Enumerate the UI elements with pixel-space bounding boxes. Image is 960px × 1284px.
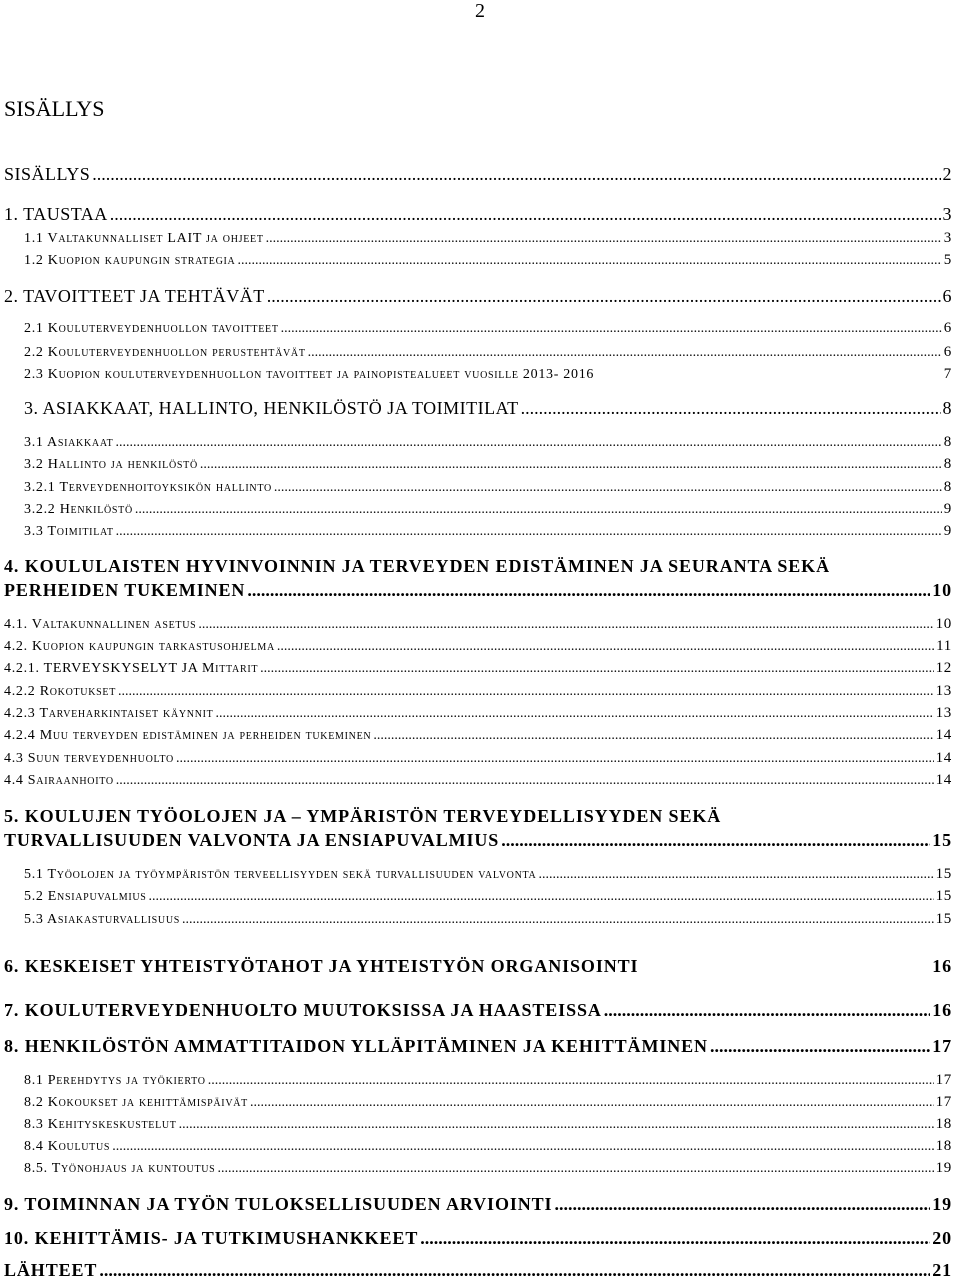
toc-leader <box>260 661 933 677</box>
toc-entry[interactable] <box>4 1036 952 1058</box>
toc-leader <box>116 773 934 789</box>
toc-entry-title: LÄHTEET <box>4 1260 98 1280</box>
toc-entry[interactable] <box>24 1072 952 1090</box>
toc-leader <box>521 398 941 419</box>
toc-entry-title: 8.1 Perehdytys ja työkierto <box>24 1073 206 1088</box>
toc-leader <box>182 912 934 928</box>
toc-entry[interactable] <box>4 1228 952 1250</box>
toc-entry-page: 17 <box>935 1094 952 1110</box>
toc-entry[interactable] <box>24 366 952 384</box>
toc-entry[interactable] <box>4 727 952 745</box>
toc-leader <box>118 684 934 700</box>
toc-entry[interactable] <box>24 320 952 338</box>
toc-entry-page: 20 <box>932 1228 952 1248</box>
toc-entry-title: 5.2 Ensiapuvalmius <box>24 889 147 904</box>
toc-entry[interactable] <box>24 398 952 420</box>
page-number: 2 <box>475 0 485 22</box>
toc-entry[interactable] <box>4 772 952 790</box>
toc-entry-page: 19 <box>932 1194 952 1214</box>
toc-entry-title: 2.3 Kuopion kouluterveydenhuollon tavoitteet ja painopistealueet vuosille 2013- 2016 <box>24 367 595 382</box>
toc-entry-title: 6. KESKEISET YHTEISTYÖTAHOT JA YHTEISTYÖN ORGANISOINTI <box>4 956 639 976</box>
toc-entry-title: 1.2 Kuopion kaupungin strategia <box>24 253 236 268</box>
toc-entry[interactable] <box>4 1194 952 1216</box>
toc-entry[interactable] <box>4 683 952 701</box>
toc-entry-title: 5.1 Työolojen ja työympäristön terveellisyyden sekä turvallisuuden valvonta <box>24 867 537 882</box>
toc-leader <box>501 830 930 851</box>
toc-entry[interactable] <box>24 1138 952 1156</box>
toc-entry[interactable] <box>24 456 952 474</box>
toc-entry-page: 11 <box>936 638 952 654</box>
toc-entry-page: 19 <box>935 1160 952 1176</box>
toc-entry-title: 3.3 Toimitilat <box>24 524 114 539</box>
toc-entry-title: 2. TAVOITTEET JA TEHTÄVÄT <box>4 286 265 306</box>
toc-entry-title: 2.2 Kouluterveydenhuollon perustehtävät <box>24 345 306 360</box>
toc-entry-page: 8 <box>943 456 952 472</box>
toc-entry-title: 3.2.1 Terveydenhoitoyksikön hallinto <box>24 480 272 495</box>
toc-leader <box>176 751 934 767</box>
toc-leader <box>149 889 934 905</box>
toc-entry-page: 15 <box>935 866 952 882</box>
toc-entry-page: 12 <box>935 660 952 676</box>
toc-entry-title: 7. KOULUTERVEYDENHUOLTO MUUTOKSISSA JA HAASTEISSA <box>4 1000 602 1020</box>
toc-entry-title: 3. ASIAKKAAT, HALLINTO, HENKILÖSTÖ JA TOIMITILAT <box>24 398 519 418</box>
toc-entry[interactable] <box>24 1094 952 1112</box>
toc-entry-page: 5 <box>943 252 952 268</box>
toc-entry[interactable] <box>4 750 952 768</box>
toc-entry-title: 4.3 Suun terveydenhuolto <box>4 751 174 766</box>
toc-leader <box>710 1036 930 1057</box>
toc-entry-page: 7 <box>943 366 952 382</box>
toc-entry-title: TURVALLISUUDEN VALVONTA JA ENSIAPUVALMIUS <box>4 830 500 850</box>
toc-leader <box>208 1073 934 1089</box>
toc-leader <box>92 164 940 185</box>
toc-entry-title: 8.3 Kehityskeskustelut <box>24 1117 177 1132</box>
toc-entry-page: 14 <box>935 772 952 788</box>
toc-leader <box>179 1117 934 1133</box>
toc-entry[interactable] <box>4 164 952 186</box>
toc-entry[interactable] <box>4 556 952 578</box>
toc-leader <box>267 286 941 307</box>
toc-entry-page: 8 <box>943 479 952 495</box>
toc-entry-title: 10. KEHITTÄMIS- JA TUTKIMUSHANKKEET <box>4 1228 419 1248</box>
toc-entry-title: 4.2.2 Rokotukset <box>4 684 117 699</box>
page-title: SISÄLLYS <box>4 96 105 121</box>
toc-entry-title: 8.4 Koulutus <box>24 1139 111 1154</box>
toc-entry-page: 10 <box>932 580 952 600</box>
toc-entry-page: 14 <box>935 727 952 743</box>
toc-entry[interactable] <box>24 1116 952 1134</box>
toc-entry[interactable] <box>24 434 952 452</box>
toc-entry[interactable] <box>4 286 952 308</box>
toc-entry-page: 3 <box>943 230 952 246</box>
toc-entry[interactable] <box>4 956 952 978</box>
toc-leader <box>538 867 933 883</box>
toc-entry-page: 16 <box>932 1000 952 1020</box>
toc-entry-page: 16 <box>932 956 952 976</box>
toc-entry[interactable] <box>4 660 952 678</box>
toc-entry[interactable] <box>24 888 952 906</box>
toc-leader <box>200 457 942 473</box>
toc-entry[interactable] <box>24 479 952 497</box>
toc-entry-page: 8 <box>942 398 952 418</box>
toc-entry-title: 5.3 Asiakasturvallisuus <box>24 912 181 927</box>
toc-leader <box>135 502 942 518</box>
toc-leader <box>110 204 941 225</box>
toc-entry-title: 8.2 Kokoukset ja kehittämispäivät <box>24 1095 248 1110</box>
toc-entry[interactable] <box>24 252 952 270</box>
toc-leader <box>237 253 941 269</box>
toc-leader <box>247 580 930 601</box>
toc-leader <box>274 480 942 496</box>
toc-leader <box>198 617 933 633</box>
toc-entry[interactable] <box>4 806 952 828</box>
toc-entry[interactable] <box>4 638 952 656</box>
toc-entry-page: 14 <box>935 750 952 766</box>
toc-entry-title: 4. KOULULAISTEN HYVINVOINNIN JA TERVEYDEN EDISTÄMINEN JA SEURANTA SEKÄ <box>4 556 830 576</box>
toc-entry-page: 18 <box>935 1138 952 1154</box>
toc-entry[interactable] <box>24 911 952 929</box>
toc-entry[interactable] <box>4 204 952 226</box>
toc-entry-title: 3.2.2 Henkilöstö <box>24 502 133 517</box>
toc-entry-page: 15 <box>935 911 952 927</box>
toc-entry-title: PERHEIDEN TUKEMINEN <box>4 580 246 600</box>
toc-leader <box>373 728 933 744</box>
toc-entry-title: 4.1. Valtakunnallinen asetus <box>4 617 197 632</box>
toc-entry-page: 6 <box>943 344 952 360</box>
toc-entry-title: 8. HENKILÖSTÖN AMMATTITAIDON YLLÄPITÄMINEN JA KEHITTÄMINEN <box>4 1036 708 1056</box>
toc-entry-page: 15 <box>932 830 952 850</box>
toc-leader <box>266 231 942 247</box>
toc-entry[interactable] <box>24 501 952 519</box>
toc-entry-title: 4.2.4 Muu terveyden edistäminen ja perheiden tukeminen <box>4 728 372 743</box>
toc-entry-title: 1. TAUSTAA <box>4 204 108 224</box>
toc-entry-page: 3 <box>942 204 952 224</box>
toc-leader <box>281 321 942 337</box>
toc-leader <box>604 1000 930 1021</box>
toc-entry-title: 4.2.1. TERVEYSKYSELYT JA Mittarit <box>4 661 259 676</box>
toc-entry-page: 9 <box>943 501 952 517</box>
toc-entry-page: 21 <box>932 1260 952 1280</box>
toc-leader <box>216 706 934 722</box>
toc-entry[interactable] <box>24 523 952 541</box>
toc-entry[interactable] <box>4 1000 952 1022</box>
toc-leader <box>99 1260 930 1281</box>
toc-entry-title: 4.2.3 Tarveharkintaiset käynnit <box>4 706 214 721</box>
toc-entry-page: 13 <box>935 705 952 721</box>
toc-entry[interactable] <box>24 866 952 884</box>
toc-entry-page: 15 <box>935 888 952 904</box>
toc-entry-page: 13 <box>935 683 952 699</box>
toc-entry[interactable] <box>24 1160 952 1178</box>
toc-entry-page: 17 <box>932 1036 952 1056</box>
toc-leader <box>308 345 942 361</box>
toc-leader <box>554 1194 930 1215</box>
toc-entry-page: 18 <box>935 1116 952 1132</box>
toc-entry[interactable] <box>24 230 952 248</box>
toc-entry-title: 8.5. Työnohjaus ja kuntoutus <box>24 1161 216 1176</box>
toc-entry[interactable] <box>4 1260 952 1282</box>
toc-entry-page: 9 <box>943 523 952 539</box>
toc-entry-title: 4.2. Kuopion kaupungin tarkastusohjelma <box>4 639 275 654</box>
toc-entry-title: SISÄLLYS <box>4 164 91 184</box>
toc-entry-page: 8 <box>943 434 952 450</box>
toc-entry-title: 9. TOIMINNAN JA TYÖN TULOKSELLISUUDEN ARVIOINTI <box>4 1194 553 1214</box>
toc-entry-title: 4.4 Sairaanhoito <box>4 773 114 788</box>
toc-entry-title: 1.1 Valtakunnalliset LAIT ja ohjeet <box>24 231 264 246</box>
toc-leader <box>116 524 942 540</box>
toc-entry[interactable] <box>4 580 952 602</box>
toc-entry-page: 6 <box>943 320 952 336</box>
toc-entry-page: 10 <box>935 616 952 632</box>
toc-entry-page: 17 <box>935 1072 952 1088</box>
toc-leader <box>420 1228 930 1249</box>
toc-entry-title: 3.1 Asiakkaat <box>24 435 114 450</box>
toc-entry-page: 2 <box>942 164 952 184</box>
toc-entry[interactable] <box>4 705 952 723</box>
toc-entry-title: 3.2 Hallinto ja henkilöstö <box>24 457 198 472</box>
toc-entry-title: 2.1 Kouluterveydenhuollon tavoitteet <box>24 321 279 336</box>
toc-entry-page: 6 <box>942 286 952 306</box>
toc-leader <box>115 435 941 451</box>
toc-leader <box>112 1139 933 1155</box>
toc-leader <box>217 1161 933 1177</box>
toc-entry[interactable] <box>4 616 952 634</box>
toc-entry[interactable] <box>24 344 952 362</box>
toc-leader <box>250 1095 934 1111</box>
toc-leader <box>277 639 934 655</box>
toc-entry-title: 5. KOULUJEN TYÖOLOJEN JA – YMPÄRISTÖN TERVEYDELLISYYDEN SEKÄ <box>4 806 722 826</box>
toc-entry[interactable] <box>4 830 952 852</box>
